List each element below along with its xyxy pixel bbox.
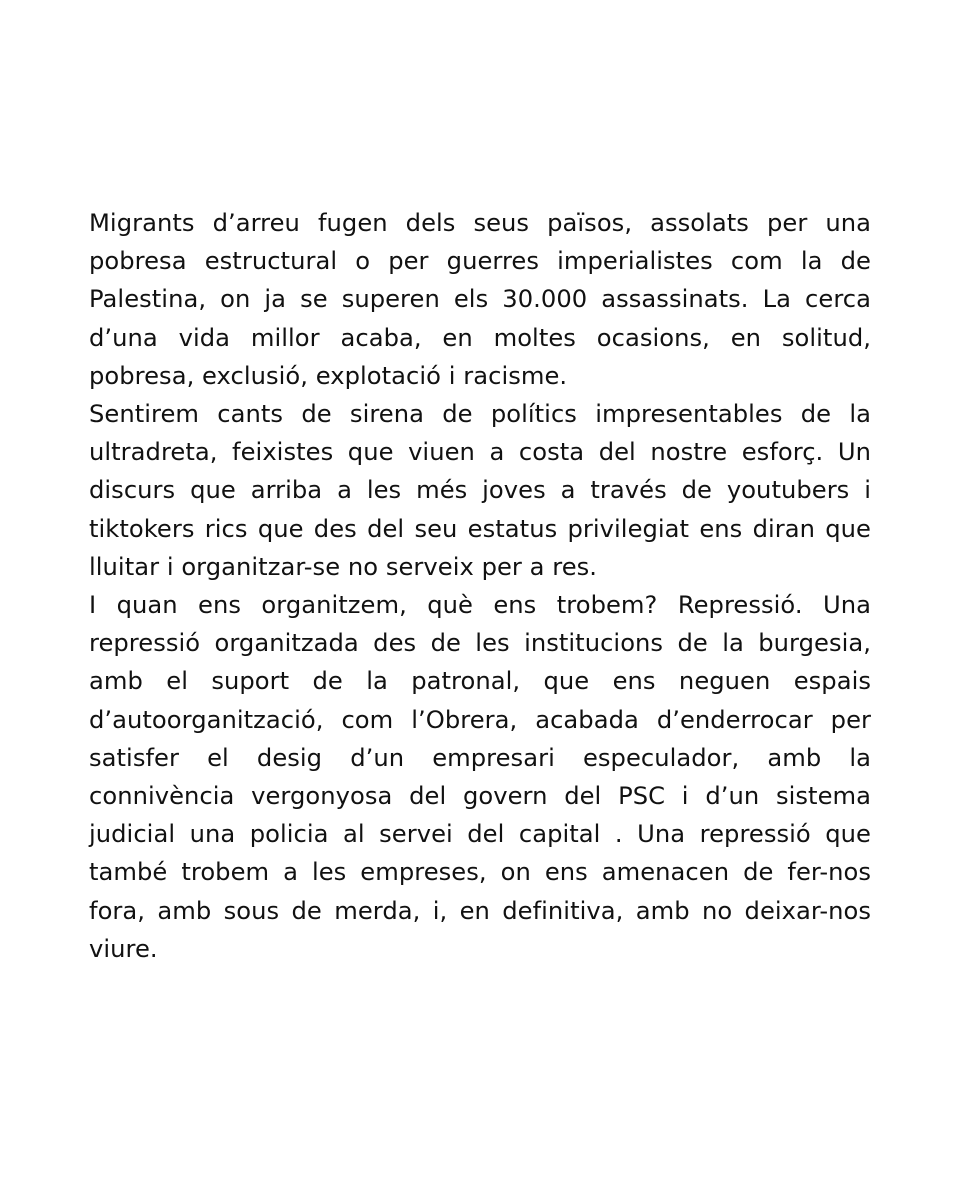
body-text (89, 204, 871, 968)
paragraph-ultradreta: Sentirem cants de sirena de polítics impresentables de la ultradreta, feixistes que viuen a costa del nostre esforç. Un discurs que arriba a les més joves a través de youtubers i tiktokers rics que des del seu estatus privilegiat ens diran que lluitar i organitzar-se no serveix per a res. (89, 400, 871, 581)
paragraph-repressio: I quan ens organitzem, què ens trobem? Repressió. Una repressió organitzada des de les institucions de la burgesia, amb el suport de la patronal, que ens neguen espais d’autoorganització, com l’Obrera, acabada d’enderrocar per satisfer el desig d’un empresari especulador, amb la connivència vergonyosa del govern del PSC i d’un sistema judicial una policia al servei del capital . Una repressió que també trobem a les empreses, on ens amenacen de fer-nos fora, amb sous de merda, i, en definitiva, amb no deixar-nos viure. (89, 591, 871, 963)
paragraph-migrants: Migrants d’arreu fugen dels seus països, assolats per una pobresa estructural o per guerres imperialistes com la de Palestina, on ja se superen els 30.000 assassinats. La cerca d’una vida millor acaba, en moltes ocasions, en solitud, pobresa, exclusió, explotació i racisme. (89, 209, 871, 390)
